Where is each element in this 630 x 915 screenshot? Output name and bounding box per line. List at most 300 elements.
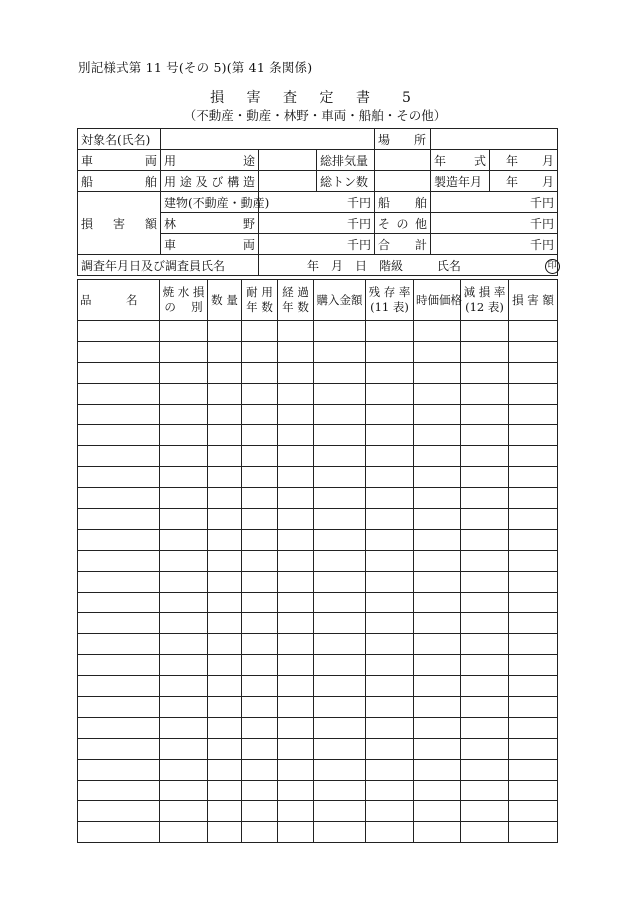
table-cell[interactable] bbox=[278, 362, 314, 383]
table-cell[interactable] bbox=[278, 404, 314, 425]
table-cell[interactable] bbox=[160, 738, 208, 759]
table-cell[interactable] bbox=[509, 655, 558, 676]
field-place[interactable] bbox=[431, 129, 558, 150]
table-cell[interactable] bbox=[242, 717, 278, 738]
table-cell[interactable] bbox=[160, 509, 208, 530]
table-row bbox=[78, 801, 558, 822]
table-cell[interactable] bbox=[278, 822, 314, 843]
table-cell[interactable] bbox=[509, 550, 558, 571]
table-cell[interactable] bbox=[366, 634, 414, 655]
table-cell[interactable] bbox=[366, 341, 414, 362]
table-cell[interactable] bbox=[78, 404, 160, 425]
table-cell[interactable] bbox=[160, 613, 208, 634]
field-model-year[interactable]: 年 月 bbox=[490, 150, 558, 171]
label-survey-date-name: 調査年月日及び調査員氏名 bbox=[78, 255, 259, 276]
table-cell[interactable] bbox=[509, 801, 558, 822]
table-cell[interactable] bbox=[278, 425, 314, 446]
table-cell[interactable] bbox=[509, 759, 558, 780]
table-cell[interactable] bbox=[509, 509, 558, 530]
table-cell[interactable] bbox=[314, 759, 366, 780]
table-cell[interactable] bbox=[314, 655, 366, 676]
table-cell[interactable] bbox=[78, 592, 160, 613]
table-cell[interactable] bbox=[414, 592, 461, 613]
table-cell[interactable] bbox=[78, 383, 160, 404]
table-cell[interactable] bbox=[509, 341, 558, 362]
field-built-year-month[interactable]: 年 月 bbox=[490, 171, 558, 192]
table-row bbox=[78, 467, 558, 488]
table-cell[interactable] bbox=[314, 446, 366, 467]
table-cell[interactable] bbox=[242, 446, 278, 467]
table-cell[interactable] bbox=[366, 738, 414, 759]
table-cell[interactable] bbox=[208, 759, 242, 780]
table-cell[interactable] bbox=[314, 801, 366, 822]
table-cell[interactable] bbox=[509, 634, 558, 655]
table-cell[interactable] bbox=[242, 676, 278, 697]
table-cell[interactable] bbox=[414, 738, 461, 759]
table-cell[interactable] bbox=[509, 425, 558, 446]
table-cell[interactable] bbox=[242, 697, 278, 718]
table-cell[interactable] bbox=[78, 780, 160, 801]
table-cell[interactable] bbox=[314, 383, 366, 404]
survey-date-rank: 年 月 日 階級 bbox=[307, 258, 404, 273]
table-cell[interactable] bbox=[461, 571, 509, 592]
table-cell[interactable] bbox=[78, 613, 160, 634]
table-cell[interactable] bbox=[509, 383, 558, 404]
table-cell[interactable] bbox=[509, 738, 558, 759]
table-cell[interactable] bbox=[78, 446, 160, 467]
table-cell[interactable] bbox=[160, 529, 208, 550]
table-cell[interactable] bbox=[366, 362, 414, 383]
table-cell[interactable] bbox=[242, 613, 278, 634]
table-cell[interactable] bbox=[314, 822, 366, 843]
table-cell[interactable] bbox=[208, 697, 242, 718]
table-cell[interactable] bbox=[242, 362, 278, 383]
table-cell[interactable] bbox=[160, 655, 208, 676]
table-cell[interactable] bbox=[509, 362, 558, 383]
table-cell[interactable] bbox=[242, 383, 278, 404]
table-cell[interactable] bbox=[208, 383, 242, 404]
table-cell[interactable] bbox=[208, 780, 242, 801]
table-cell[interactable] bbox=[461, 467, 509, 488]
table-cell[interactable] bbox=[461, 717, 509, 738]
field-ship-amount[interactable]: 千円 bbox=[431, 192, 558, 213]
table-cell[interactable] bbox=[366, 446, 414, 467]
table-cell[interactable] bbox=[461, 341, 509, 362]
table-cell[interactable] bbox=[242, 467, 278, 488]
table-cell[interactable] bbox=[509, 571, 558, 592]
table-cell[interactable] bbox=[208, 801, 242, 822]
table-cell[interactable] bbox=[78, 467, 160, 488]
table-cell[interactable] bbox=[366, 655, 414, 676]
table-cell[interactable] bbox=[242, 822, 278, 843]
table-cell[interactable] bbox=[242, 529, 278, 550]
table-cell[interactable] bbox=[461, 488, 509, 509]
table-cell[interactable] bbox=[366, 697, 414, 718]
table-cell[interactable] bbox=[278, 676, 314, 697]
col-loss-rate-line2: (12 表) bbox=[465, 300, 504, 314]
table-cell[interactable] bbox=[314, 676, 366, 697]
table-cell[interactable] bbox=[461, 592, 509, 613]
table-cell[interactable] bbox=[414, 446, 461, 467]
table-cell[interactable] bbox=[509, 676, 558, 697]
table-cell[interactable] bbox=[242, 550, 278, 571]
table-cell[interactable] bbox=[414, 550, 461, 571]
table-cell[interactable] bbox=[414, 404, 461, 425]
table-cell[interactable] bbox=[509, 717, 558, 738]
table-cell[interactable] bbox=[314, 509, 366, 530]
table-cell[interactable] bbox=[78, 341, 160, 362]
col-elapsed-years bbox=[278, 280, 314, 321]
col-useful-life-line2: 年 数 bbox=[246, 300, 273, 314]
table-cell[interactable] bbox=[314, 697, 366, 718]
table-cell[interactable] bbox=[278, 634, 314, 655]
field-displacement[interactable] bbox=[375, 150, 431, 171]
table-cell[interactable] bbox=[242, 738, 278, 759]
table-cell[interactable] bbox=[208, 404, 242, 425]
table-cell[interactable] bbox=[461, 801, 509, 822]
table-cell[interactable] bbox=[314, 467, 366, 488]
table-cell[interactable] bbox=[461, 613, 509, 634]
field-other-amount[interactable]: 千円 bbox=[431, 213, 558, 234]
table-cell[interactable] bbox=[366, 822, 414, 843]
table-cell[interactable] bbox=[509, 404, 558, 425]
table-cell[interactable] bbox=[208, 717, 242, 738]
table-cell[interactable] bbox=[366, 613, 414, 634]
field-survey-date-name[interactable] bbox=[259, 255, 558, 276]
seal-mark: 印 bbox=[545, 259, 560, 274]
table-cell[interactable] bbox=[414, 759, 461, 780]
table-cell[interactable] bbox=[278, 509, 314, 530]
table-cell[interactable] bbox=[278, 321, 314, 342]
table-cell[interactable] bbox=[509, 592, 558, 613]
table-cell[interactable] bbox=[160, 571, 208, 592]
table-cell[interactable] bbox=[208, 655, 242, 676]
table-cell[interactable] bbox=[208, 613, 242, 634]
table-cell[interactable] bbox=[278, 592, 314, 613]
field-use-structure[interactable] bbox=[259, 171, 317, 192]
table-cell[interactable] bbox=[208, 634, 242, 655]
table-cell[interactable] bbox=[314, 488, 366, 509]
table-cell[interactable] bbox=[509, 446, 558, 467]
table-cell[interactable] bbox=[278, 655, 314, 676]
table-cell[interactable] bbox=[366, 592, 414, 613]
table-cell[interactable] bbox=[278, 738, 314, 759]
table-cell[interactable] bbox=[366, 383, 414, 404]
table-cell[interactable] bbox=[414, 780, 461, 801]
table-cell[interactable] bbox=[314, 592, 366, 613]
table-cell[interactable] bbox=[242, 509, 278, 530]
table-cell[interactable] bbox=[78, 655, 160, 676]
table-cell[interactable] bbox=[461, 822, 509, 843]
table-cell[interactable] bbox=[461, 362, 509, 383]
table-cell[interactable] bbox=[278, 801, 314, 822]
table-cell[interactable] bbox=[78, 697, 160, 718]
table-cell[interactable] bbox=[278, 341, 314, 362]
table-cell[interactable] bbox=[314, 717, 366, 738]
table-cell[interactable] bbox=[278, 717, 314, 738]
table-cell[interactable] bbox=[208, 362, 242, 383]
table-cell[interactable] bbox=[160, 592, 208, 613]
table-cell[interactable] bbox=[160, 467, 208, 488]
table-cell[interactable] bbox=[314, 529, 366, 550]
table-cell[interactable] bbox=[414, 488, 461, 509]
table-cell[interactable] bbox=[414, 383, 461, 404]
table-row bbox=[78, 383, 558, 404]
table-cell[interactable] bbox=[242, 759, 278, 780]
table-cell[interactable] bbox=[160, 446, 208, 467]
table-cell[interactable] bbox=[78, 571, 160, 592]
table-cell[interactable] bbox=[509, 529, 558, 550]
table-cell[interactable] bbox=[366, 488, 414, 509]
table-row bbox=[78, 488, 558, 509]
table-cell[interactable] bbox=[414, 822, 461, 843]
table-cell[interactable] bbox=[461, 446, 509, 467]
field-forest-amount[interactable]: 千円 bbox=[259, 213, 375, 234]
table-cell[interactable] bbox=[78, 425, 160, 446]
label-damage-amount: 損害額 bbox=[78, 192, 161, 255]
label-target-name: 対象名(氏名) bbox=[78, 129, 161, 150]
table-row bbox=[78, 529, 558, 550]
table-cell[interactable] bbox=[160, 717, 208, 738]
table-cell[interactable] bbox=[78, 321, 160, 342]
table-cell[interactable] bbox=[242, 634, 278, 655]
table-cell[interactable] bbox=[461, 529, 509, 550]
table-cell[interactable] bbox=[366, 801, 414, 822]
table-cell[interactable] bbox=[208, 321, 242, 342]
table-cell[interactable] bbox=[78, 550, 160, 571]
table-cell[interactable] bbox=[461, 780, 509, 801]
table-cell[interactable] bbox=[278, 780, 314, 801]
table-cell[interactable] bbox=[461, 676, 509, 697]
table-cell[interactable] bbox=[461, 321, 509, 342]
table-cell[interactable] bbox=[208, 822, 242, 843]
table-cell[interactable] bbox=[78, 759, 160, 780]
label-use-structure: 用途及び構造 bbox=[161, 171, 259, 192]
table-cell[interactable] bbox=[366, 717, 414, 738]
table-cell[interactable] bbox=[78, 717, 160, 738]
table-cell[interactable] bbox=[509, 780, 558, 801]
table-cell[interactable] bbox=[366, 529, 414, 550]
table-cell[interactable] bbox=[509, 321, 558, 342]
table-cell[interactable] bbox=[242, 780, 278, 801]
table-cell[interactable] bbox=[78, 488, 160, 509]
table-cell[interactable] bbox=[314, 425, 366, 446]
table-cell[interactable] bbox=[78, 362, 160, 383]
table-cell[interactable] bbox=[414, 676, 461, 697]
table-cell[interactable] bbox=[414, 571, 461, 592]
table-cell[interactable] bbox=[414, 613, 461, 634]
col-quantity: 数 量 bbox=[208, 280, 242, 321]
table-cell[interactable] bbox=[509, 697, 558, 718]
field-building-amount[interactable]: 千円 bbox=[259, 192, 375, 213]
table-cell[interactable] bbox=[160, 801, 208, 822]
table-cell[interactable] bbox=[509, 488, 558, 509]
field-total-amount[interactable]: 千円 bbox=[431, 234, 558, 255]
table-cell[interactable] bbox=[414, 425, 461, 446]
table-cell[interactable] bbox=[414, 362, 461, 383]
table-cell[interactable] bbox=[314, 550, 366, 571]
table-cell[interactable] bbox=[461, 655, 509, 676]
table-cell[interactable] bbox=[160, 362, 208, 383]
table-cell[interactable] bbox=[366, 321, 414, 342]
col-burn-water-line2: の 別 bbox=[164, 300, 203, 314]
label-gross-tonnage: 総トン数 bbox=[317, 171, 375, 192]
table-cell[interactable] bbox=[414, 655, 461, 676]
table-row bbox=[78, 613, 558, 634]
table-cell[interactable] bbox=[366, 759, 414, 780]
table-cell[interactable] bbox=[160, 425, 208, 446]
table-cell[interactable] bbox=[366, 780, 414, 801]
table-row bbox=[78, 571, 558, 592]
table-cell[interactable] bbox=[242, 404, 278, 425]
table-cell[interactable] bbox=[278, 467, 314, 488]
col-burn-water bbox=[160, 280, 208, 321]
table-cell[interactable] bbox=[461, 738, 509, 759]
col-residual-line1: 残 存 率 bbox=[368, 285, 411, 299]
table-row bbox=[78, 738, 558, 759]
table-cell[interactable] bbox=[314, 780, 366, 801]
table-cell[interactable] bbox=[278, 613, 314, 634]
table-cell[interactable] bbox=[461, 634, 509, 655]
table-cell[interactable] bbox=[78, 634, 160, 655]
table-cell[interactable] bbox=[414, 341, 461, 362]
table-cell[interactable] bbox=[242, 321, 278, 342]
table-cell[interactable] bbox=[242, 592, 278, 613]
table-cell[interactable] bbox=[242, 571, 278, 592]
table-cell[interactable] bbox=[160, 822, 208, 843]
table-cell[interactable] bbox=[208, 446, 242, 467]
table-cell[interactable] bbox=[208, 676, 242, 697]
table-cell[interactable] bbox=[414, 529, 461, 550]
table-cell[interactable] bbox=[509, 467, 558, 488]
label-forest: 林野 bbox=[161, 213, 259, 234]
table-cell[interactable] bbox=[414, 717, 461, 738]
table-cell[interactable] bbox=[208, 550, 242, 571]
table-cell[interactable] bbox=[366, 467, 414, 488]
table-cell[interactable] bbox=[78, 676, 160, 697]
table-cell[interactable] bbox=[242, 425, 278, 446]
table-cell[interactable] bbox=[278, 759, 314, 780]
table-cell[interactable] bbox=[366, 425, 414, 446]
table-cell[interactable] bbox=[160, 341, 208, 362]
table-cell[interactable] bbox=[160, 676, 208, 697]
table-cell[interactable] bbox=[366, 509, 414, 530]
table-cell[interactable] bbox=[208, 488, 242, 509]
table-cell[interactable] bbox=[208, 571, 242, 592]
table-cell[interactable] bbox=[160, 404, 208, 425]
field-vehicle-amount[interactable]: 千円 bbox=[259, 234, 375, 255]
table-cell[interactable] bbox=[314, 321, 366, 342]
table-cell[interactable] bbox=[366, 550, 414, 571]
col-market-value: 時価価格 bbox=[414, 280, 461, 321]
table-cell[interactable] bbox=[208, 425, 242, 446]
table-cell[interactable] bbox=[78, 738, 160, 759]
table-cell[interactable] bbox=[461, 404, 509, 425]
table-cell[interactable] bbox=[414, 321, 461, 342]
table-cell[interactable] bbox=[160, 780, 208, 801]
col-damage-amount: 損 害 額 bbox=[509, 280, 558, 321]
table-cell[interactable] bbox=[314, 738, 366, 759]
table-cell[interactable] bbox=[314, 341, 366, 362]
table-cell[interactable] bbox=[414, 509, 461, 530]
table-cell[interactable] bbox=[414, 801, 461, 822]
table-cell[interactable] bbox=[278, 529, 314, 550]
table-row bbox=[78, 759, 558, 780]
table-cell[interactable] bbox=[242, 801, 278, 822]
table-cell[interactable] bbox=[278, 550, 314, 571]
table-cell[interactable] bbox=[314, 404, 366, 425]
col-useful-life-line1: 耐 用 bbox=[246, 285, 273, 299]
table-cell[interactable] bbox=[366, 404, 414, 425]
table-cell[interactable] bbox=[208, 509, 242, 530]
table-cell[interactable] bbox=[414, 467, 461, 488]
table-cell[interactable] bbox=[208, 529, 242, 550]
table-cell[interactable] bbox=[366, 571, 414, 592]
table-cell[interactable] bbox=[314, 634, 366, 655]
table-cell[interactable] bbox=[78, 822, 160, 843]
table-cell[interactable] bbox=[242, 341, 278, 362]
table-row bbox=[78, 321, 558, 342]
field-gross-tonnage[interactable] bbox=[375, 171, 431, 192]
table-cell[interactable] bbox=[414, 634, 461, 655]
label-displacement: 総排気量 bbox=[317, 150, 375, 171]
table-cell[interactable] bbox=[314, 613, 366, 634]
field-target-name[interactable] bbox=[161, 129, 375, 150]
table-cell[interactable] bbox=[278, 446, 314, 467]
table-cell[interactable] bbox=[160, 634, 208, 655]
table-cell[interactable] bbox=[509, 613, 558, 634]
table-cell[interactable] bbox=[278, 383, 314, 404]
table-cell[interactable] bbox=[208, 592, 242, 613]
table-row bbox=[78, 592, 558, 613]
table-cell[interactable] bbox=[78, 801, 160, 822]
table-cell[interactable] bbox=[78, 529, 160, 550]
table-cell[interactable] bbox=[160, 321, 208, 342]
table-cell[interactable] bbox=[160, 697, 208, 718]
table-cell[interactable] bbox=[160, 550, 208, 571]
table-cell[interactable] bbox=[461, 759, 509, 780]
table-cell[interactable] bbox=[461, 425, 509, 446]
table-cell[interactable] bbox=[208, 341, 242, 362]
label-vehicle-use: 用途 bbox=[161, 150, 259, 171]
table-cell[interactable] bbox=[278, 571, 314, 592]
table-cell[interactable] bbox=[509, 822, 558, 843]
table-cell[interactable] bbox=[414, 697, 461, 718]
table-cell[interactable] bbox=[314, 362, 366, 383]
table-cell[interactable] bbox=[314, 571, 366, 592]
table-cell[interactable] bbox=[461, 509, 509, 530]
table-row bbox=[78, 425, 558, 446]
table-cell[interactable] bbox=[160, 383, 208, 404]
table-cell[interactable] bbox=[366, 676, 414, 697]
table-cell[interactable] bbox=[160, 488, 208, 509]
table-cell[interactable] bbox=[242, 488, 278, 509]
col-purchase-amount: 購入金額 bbox=[314, 280, 366, 321]
table-row bbox=[78, 780, 558, 801]
table-cell[interactable] bbox=[461, 383, 509, 404]
table-cell[interactable] bbox=[278, 697, 314, 718]
table-cell[interactable] bbox=[208, 467, 242, 488]
table-cell[interactable] bbox=[461, 550, 509, 571]
table-cell[interactable] bbox=[242, 655, 278, 676]
col-loss-rate bbox=[461, 280, 509, 321]
table-cell[interactable] bbox=[278, 488, 314, 509]
table-cell[interactable] bbox=[78, 509, 160, 530]
table-cell[interactable] bbox=[160, 759, 208, 780]
table-cell[interactable] bbox=[208, 738, 242, 759]
table-cell[interactable] bbox=[461, 697, 509, 718]
field-vehicle-use[interactable] bbox=[259, 150, 317, 171]
